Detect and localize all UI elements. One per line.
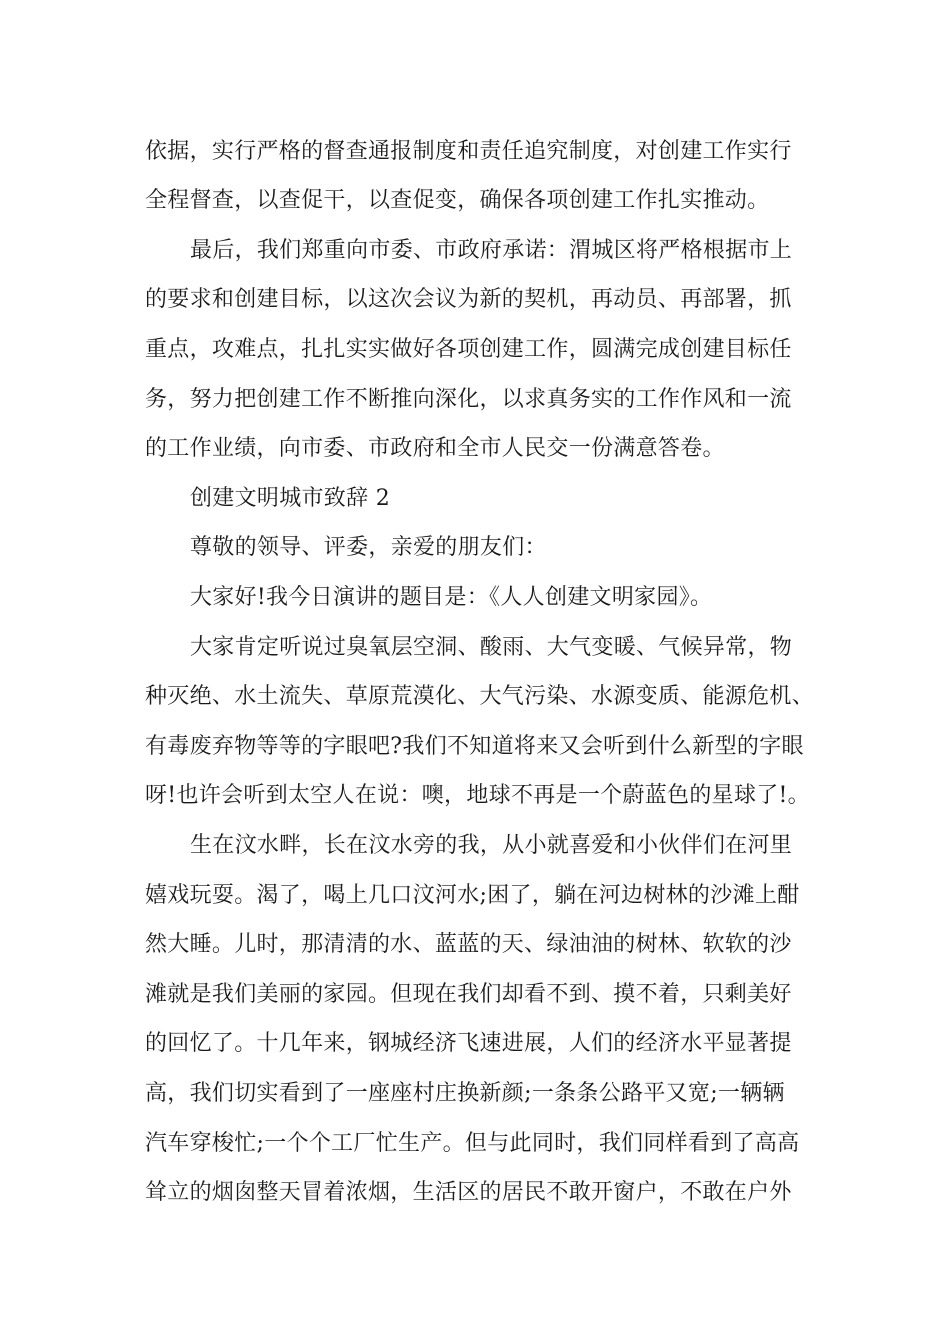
body-text-line: 嬉戏玩耍。渴了，喝上几口汶河水;困了，躺在河边树林的沙滩上酣 <box>145 883 800 908</box>
body-text-line: 的要求和创建目标，以这次会议为新的契机，再动员、再部署，抓 <box>145 287 792 312</box>
paragraph-start-line: 生在汶水畔，长在汶水旁的我，从小就喜爱和小伙伴们在河里 <box>190 833 793 858</box>
body-text-line: 有毒废弃物等等的字眼吧?我们不知道将来又会听到什么新型的字眼 <box>145 734 804 759</box>
body-text-line: 然大睡。儿时，那清清的水、蓝蓝的天、绿油油的树林、软软的沙 <box>145 932 792 957</box>
section-heading: 创建文明城市致辞 2 <box>190 486 390 511</box>
body-text-line: 依据，实行严格的督查通报制度和责任追究制度，对创建工作实行 <box>145 139 792 164</box>
body-text-line: 务，努力把创建工作不断推向深化，以求真务实的工作作风和一流 <box>145 387 792 412</box>
greeting-line: 大家好!我今日演讲的题目是：《人人创建文明家园》。 <box>190 585 713 610</box>
body-text-line: 滩就是我们美丽的家园。但现在我们却看不到、摸不着，只剩美好 <box>145 982 792 1007</box>
body-text-line: 呀!也许会听到太空人在说：噢，地球不再是一个蔚蓝色的星球了!。 <box>145 783 810 808</box>
body-text-line: 汽车穿梭忙;一个个工厂忙生产。但与此同时，我们同样看到了高高 <box>145 1131 800 1156</box>
paragraph-start-line: 最后，我们郑重向市委、市政府承诺：渭城区将严格根据市上 <box>190 238 793 263</box>
body-text-line: 的工作业绩，向市委、市政府和全市人民交一份满意答卷。 <box>145 436 725 461</box>
paragraph-start-line: 大家肯定听说过臭氧层空洞、酸雨、大气变暖、气候异常，物 <box>190 635 793 660</box>
salutation-line: 尊敬的领导、评委，亲爱的朋友们： <box>190 535 547 560</box>
body-text-line: 高，我们切实看到了一座座村庄换新颜;一条条公路平又宽;一辆辆 <box>145 1081 785 1106</box>
body-text-line: 种灭绝、水土流失、草原荒漠化、大气污染、水源变质、能源危机、 <box>145 684 815 709</box>
body-text-line: 重点，攻难点，扎扎实实做好各项创建工作，圆满完成创建目标任 <box>145 337 792 362</box>
body-text-line: 的回忆了。十几年来，钢城经济飞速进展，人们的经济水平显著提 <box>145 1031 792 1056</box>
body-text-line: 全程督查，以查促干，以查促变，确保各项创建工作扎实推动。 <box>145 188 770 213</box>
body-text-line: 耸立的烟囱整天冒着浓烟，生活区的居民不敢开窗户，不敢在户外 <box>145 1180 792 1205</box>
